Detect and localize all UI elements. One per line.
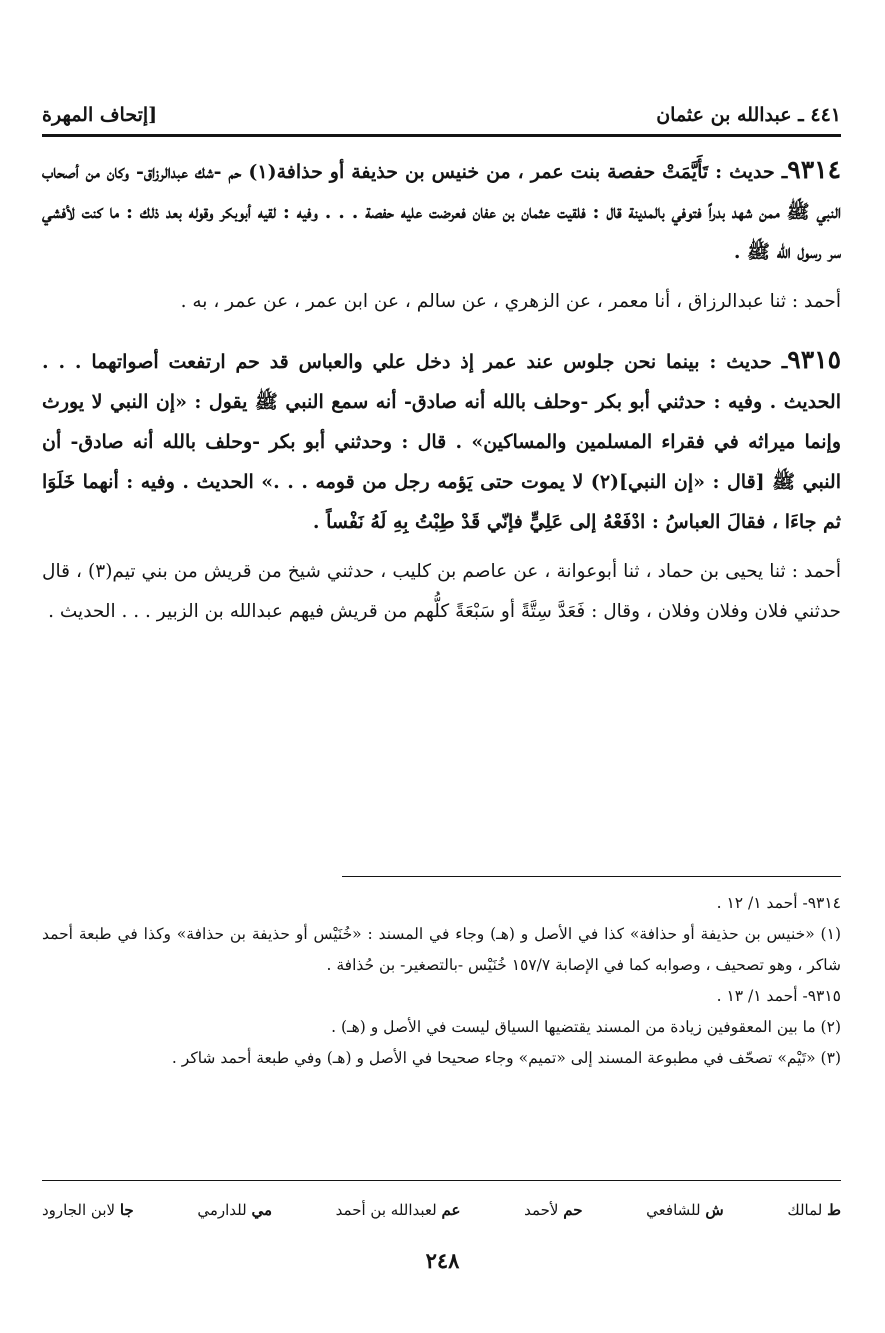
- hadith-text: ـ حديث : تَأَيَّمَتْ حفصة بنت عمر ، من خنيس بن حذيفة أو حذافة(١) حم -شك عبدالرزاق- وكان من أصحاب النبي ﷺ ممن شهد بدراً فتوفي بالمدينة قال : فلقيت عثمان بن عفان فعرضت عليه حفصة . . . وفيه : لقيه أبوبكر وقوله بعد ذلك : ما كنت لأفشي سر رسول الله ﷺ .: [42, 161, 841, 263]
- footnote: (٢) ما بين المعقوفين زيادة من المسند يقتضيها السياق ليست في الأصل و (هـ) .: [331, 1018, 841, 1036]
- section-title: ٤٤١ ـ عبدالله بن عثمان: [656, 104, 841, 126]
- legend-item: [524, 1196, 582, 1224]
- legend-code: عم: [441, 1201, 461, 1219]
- main-text: [42, 150, 841, 642]
- page-number: ٢٤٨: [425, 1248, 460, 1273]
- legend-item: [646, 1196, 724, 1224]
- footnote: (١) «خنيس بن حذيفة أو حذافة» كذا في الأصل و (هـ) وجاء في المسند : «خُنَيْس أو حذيفة بن حذافة» وكذا في طبعة أحمد شاكر ، وهو تصحيف ، وصوابه كما في الإصابة ١٥٧/٧ خُنَيْس -بالتصغير- بن حُذافة .: [42, 925, 841, 974]
- hadith-9315-isnad: أحمد : ثنا يحيى بن حماد ، ثنا أبوعوانة ، عن عاصم بن كليب ، حدثني شيخ من قريش من بني تيم(٣) ، قال حدثني فلان وفلان وفلان ، وقال : فَعَدَّ سِتَّةً أو سَبْعَةً كلُّهم من قريش فيهم عبدالله بن الزبير . . . الحديث .: [42, 561, 841, 622]
- legend-name: لعبدالله بن أحمد: [335, 1201, 437, 1219]
- footnotes: [42, 888, 841, 1074]
- legend-name: لابن الجارود: [42, 1201, 116, 1219]
- legend-item: [787, 1196, 841, 1224]
- footnote: ٩٣١٥- أحمد ١/ ١٣ .: [716, 987, 841, 1005]
- header-rule: [42, 134, 841, 137]
- hadith-text: ـ حديث : بينما نحن جلوس عند عمر إذ دخل علي والعباس قد حم ارتفعت أصواتهما . . . الحديث . وفيه : حدثني أبو بكر -وحلف بالله أنه صادق- أنه سمع النبي ﷺ يقول : «إن النبي لا يورث وإنما ميراثه في فقراء المسلمين والمساكين» . قال : وحدثني أبو بكر -وحلف بالله أنه صادق- أن النبي ﷺ [قال : «إن النبي](٢) لا يموت حتى يَؤمه رجل من قومه . . .» الحديث . وفيه : أنهما خَلَوَا ثم جاءَا ، فقالَ العباسُ : ادْفَعْهُ إلى عَلِيٍّ فإنّي قَدْ طِبْتُ بِهِ لَهُ نَفْساً .: [42, 351, 841, 533]
- legend-code: ش: [705, 1201, 724, 1219]
- book-title: [إتحاف المهرة: [42, 104, 158, 126]
- hadith-9314-isnad: أحمد : ثنا عبدالرزاق ، أنا معمر ، عن الزهري ، عن سالم ، عن ابن عمر ، عن عمر ، به .: [180, 291, 841, 312]
- legend-item: [197, 1196, 272, 1224]
- legend-code: حم: [563, 1201, 583, 1219]
- footnote: ٩٣١٤- أحمد ١/ ١٢ .: [716, 894, 841, 912]
- hadith-9314: [42, 150, 841, 272]
- legend-code: مي: [251, 1201, 273, 1219]
- legend-name: للدارمي: [197, 1201, 247, 1219]
- legend-name: للشافعي: [646, 1201, 701, 1219]
- legend-name: لأحمد: [524, 1201, 559, 1219]
- legend-code: ط: [827, 1201, 841, 1219]
- hadith-number: ٩٣١٤: [787, 155, 842, 184]
- hadith-9315: [42, 340, 841, 542]
- legend-code: جا: [119, 1201, 134, 1219]
- footnote: (٣) «تَيْم» تصحّف في مطبوعة المسند إلى «تميم» وجاء صحيحا في الأصل و (هـ) وفي طبعة أحمد شاكر .: [171, 1049, 841, 1067]
- hadith-number: ٩٣١٥: [787, 345, 841, 374]
- legend-name: لمالك: [787, 1201, 823, 1219]
- legend-item: [42, 1196, 134, 1224]
- abbreviation-legend: [42, 1196, 841, 1224]
- legend-item: [336, 1196, 461, 1224]
- legend-rule: [42, 1180, 841, 1181]
- footnote-rule: [342, 876, 841, 877]
- page-header: [42, 86, 841, 126]
